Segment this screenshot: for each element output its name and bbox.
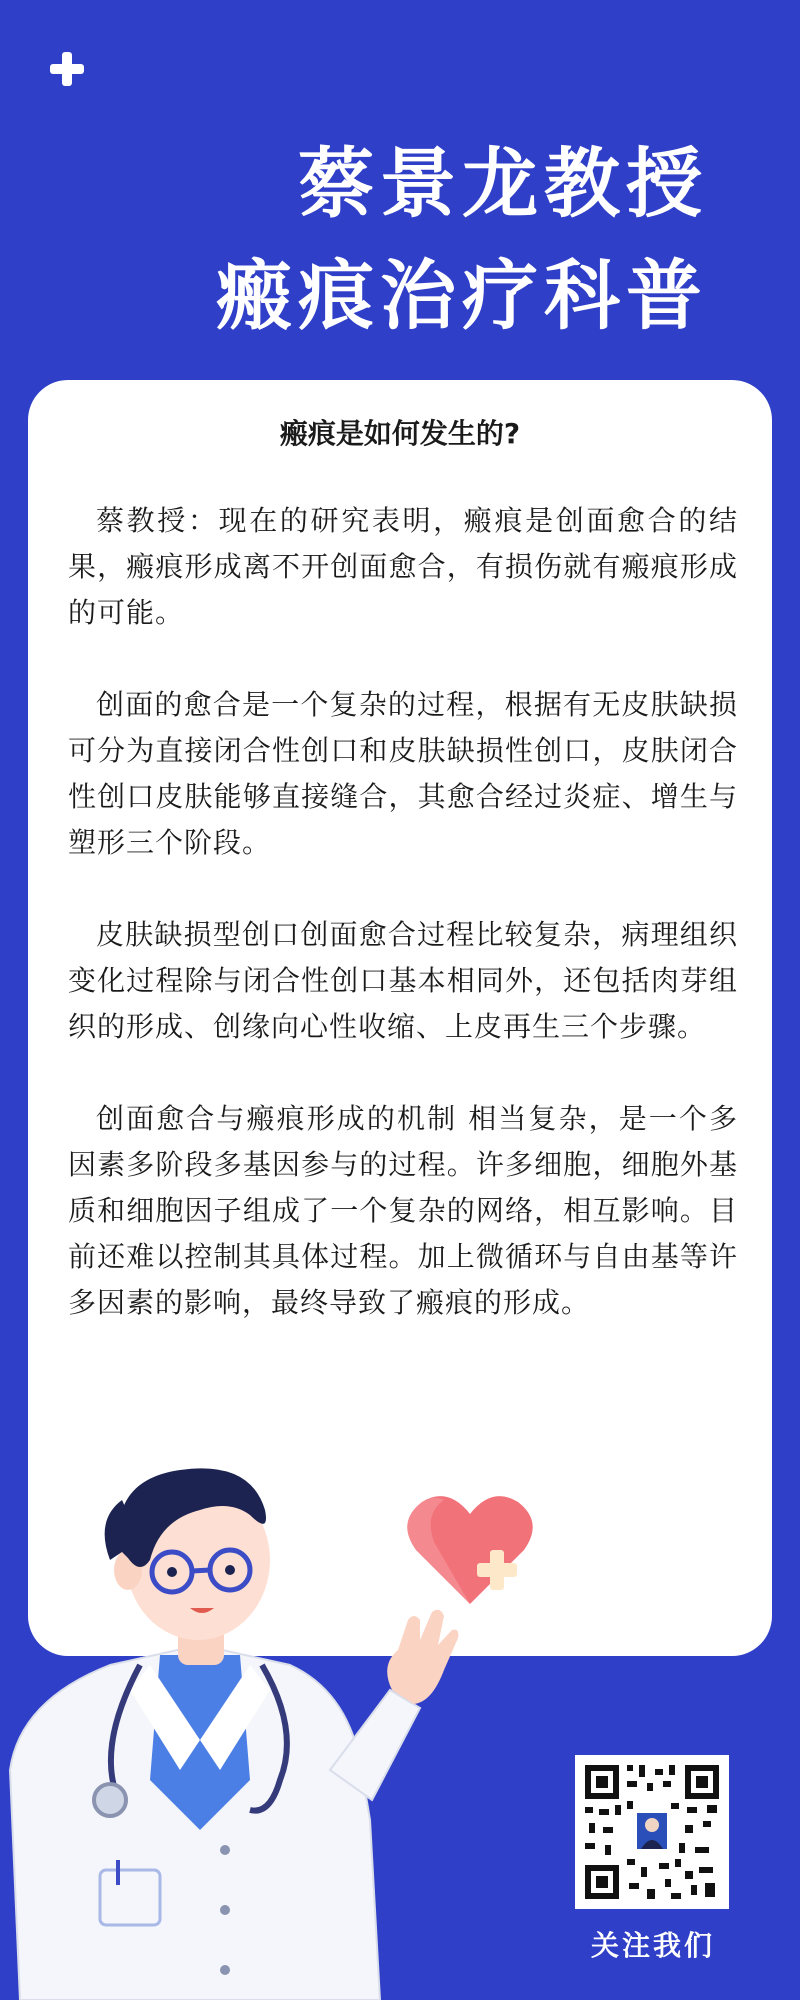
title-line-1: 蔡景龙教授 [298, 139, 708, 228]
title-line-2: 瘢痕治疗科普 [216, 251, 708, 340]
article-paragraph: 创面愈合与瘢痕形成的机制 相当复杂，是一个多因素多阶段多基因参与的过程。许多细胞，细胞外基质和细胞因子组成了一个复杂的网络，相互影响。目前还难以控制其具体过程。加上微循环与自由基等许多因素的影响，最终导致了瘢痕的形成。 [68, 1102, 738, 1319]
medical-cross-icon [50, 52, 84, 86]
article-body [68, 498, 738, 1372]
qr-code-icon [575, 1755, 729, 1909]
article-paragraph: 蔡教授：现在的研究表明，瘢痕是创面愈合的结果，瘢痕形成离不开创面愈合，有损伤就有瘢痕形成的可能。 [68, 504, 738, 629]
article-heading: 瘢痕是如何发生的? [279, 417, 521, 450]
follow-us-label: 关注我们 [590, 1929, 715, 1962]
heart-icon [404, 1492, 536, 1612]
qr-code[interactable] [575, 1755, 729, 1909]
page-title [216, 128, 708, 352]
article-paragraph: 创面的愈合是一个复杂的过程，根据有无皮肤缺损可分为直接闭合性创口和皮肤缺损性创口，皮肤闭合性创口皮肤能够直接缝合，其愈合经过炎症、增生与塑形三个阶段。 [68, 688, 738, 859]
article-paragraph: 皮肤缺损型创口创面愈合过程比较复杂，病理组织变化过程除与闭合性创口基本相同外，还包括肉芽组织的形成、创缘向心性收缩、上皮再生三个步骤。 [68, 918, 738, 1043]
